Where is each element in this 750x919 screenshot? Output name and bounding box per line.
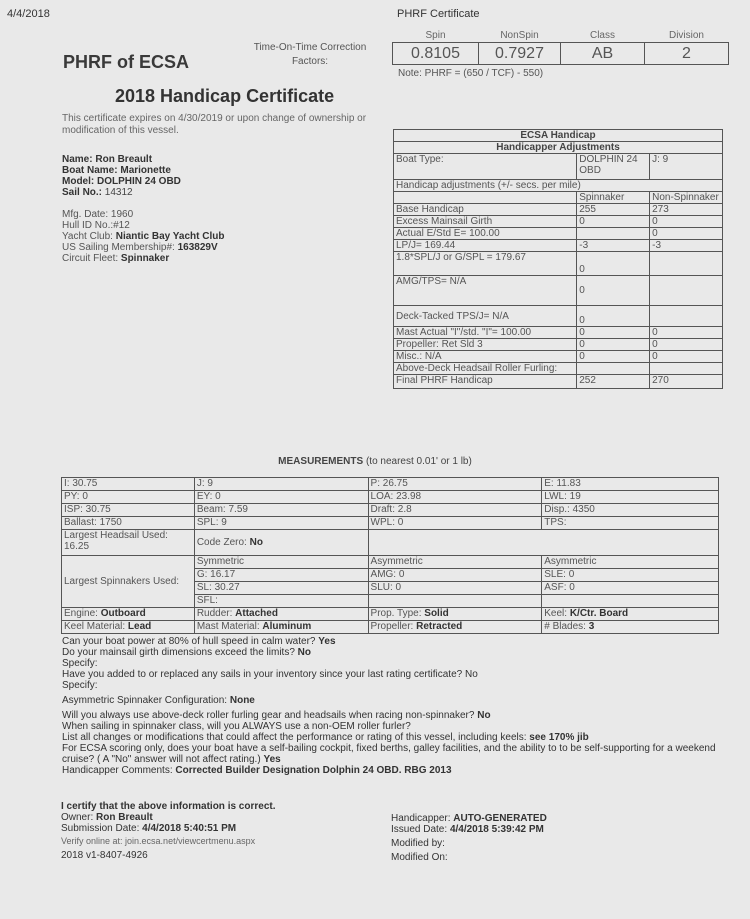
rating-header-spin: Spin [425,30,446,41]
measurements-title: MEASUREMENTS (to nearest 0.01' or 1 lb) [278,456,472,467]
boat-type-value: DOLPHIN 24 OBD [577,154,650,180]
print-date: 4/4/2018 [7,8,50,20]
table-row: Keel Material: Lead Mast Material: Aluminum Propeller: Retracted # Blades: 3 [62,621,719,634]
table-row: Propeller: Ret Sld 3 0 0 [394,339,723,351]
table-row: Ballast: 1750 SPL: 9 WPL: 0 TPS: [62,517,719,530]
boat-type-j: J: 9 [650,154,723,180]
vessel-details: Mfg. Date: 1960 Hull ID No.:#12 Yacht Club: Niantic Bay Yacht Club US Sailing Membership#: 163829V Circuit Fleet: Spinnaker [62,209,225,264]
table-row: Largest Headsail Used: 16.25 Code Zero: No [62,530,719,556]
table-row: Deck-Tacked TPS/J= N/A 0 [394,306,723,327]
adjustments-label: Handicap adjustments (+/- secs. per mile) [394,180,723,192]
table-row: Final PHRF Handicap 252 270 [394,375,723,389]
rating-note: Note: PHRF = (650 / TCF) - 550) [398,68,544,79]
table-row: LP/J= 169.44 -3 -3 [394,240,723,252]
col-spinnaker: Spinnaker [577,192,650,204]
table-row: 1.8*SPL/J or G/SPL = 179.67 0 [394,252,723,276]
rating-header-division: Division [668,30,704,41]
col-non-spinnaker: Non-Spinnaker [650,192,723,204]
organization-name: PHRF of ECSA [63,52,189,72]
rating-spin: 0.8105 [393,43,479,65]
rating-division: 2 [645,43,729,65]
boat-type-label: Boat Type: [394,154,577,180]
table-row: Excess Mainsail Girth 0 0 [394,216,723,228]
certificate-title: 2018 Handicap Certificate [115,86,335,106]
table-row: Mast Actual "I"/std. "I"= 100.00 0 0 [394,327,723,339]
boat-info: Name: Ron Breault Boat Name: Marionette Model: DOLPHIN 24 OBD Sail No.: 14312 [62,154,181,198]
table-row: Actual E/Std E= 100.00 0 [394,228,723,240]
table-row: Engine: Outboard Rudder: Attached Prop. Type: Solid Keel: K/Ctr. Board [62,608,719,621]
table-row: AMG/TPS= N/A 0 [394,276,723,306]
table-row: SL: 30.27 SLU: 0 ASF: 0 [62,582,719,595]
rating-header-nonspin: NonSpin [500,30,539,41]
measurements-table [61,477,719,634]
handicapper-block: Handicapper: AUTO-GENERATED Issued Date: 4/4/2018 5:39:42 PM Modified by: Modified On: [391,813,547,863]
table-row: Above-Deck Headsail Roller Furling: [394,363,723,375]
handicap-table [393,129,723,389]
table-row: Base Handicap 255 273 [394,204,723,216]
table-row: SFL: [62,595,719,608]
table-row: Largest Spinnakers Used: Symmetric Asymmetric Asymmetric [62,556,719,569]
expiry-note: This certificate expires on 4/30/2019 or upon change of ownership or modification of this vessel. [62,113,367,136]
rating-class: AB [561,43,645,65]
questionnaire: Can your boat power at 80% of hull speed in calm water? Yes Do your mainsail girth dimensions exceed the limits? No Specify: Have you added to or replaced any sails in your inventory since your last rating certificate? No Specify: Asymmetric Spinnaker Configuration: None Will you always use above-deck roller furling gear and headsails when racing non-spinnaker? No When sailing in spinnaker class, will you ALWAYS use a non-OEM roller furler? List all changes or modifications that could affect the performance or rating of this vessel, including keels: see 170% jib For ECSA scoring only, does your boat have a self-bailing cockpit, fixed berths, galley facilities, and the ability to to be self-supporting for a weekend cruise? ( A "No" answer will not affect rating.) Yes Handicapper Comments: Corrected Builder Designation Dolphin 24 OBD. RBG 2013 [62,636,716,776]
handicap-title: ECSA Handicap [394,130,723,142]
rating-header-class: Class [589,30,615,41]
table-row: ISP: 30.75 Beam: 7.59 Draft: 2.8 Disp.: 4350 [62,504,719,517]
table-row: G: 16.17 AMG: 0 SLE: 0 [62,569,719,582]
verify-link[interactable]: Verify online at: join.ecsa.net/viewcertmenu.aspx [61,836,256,846]
certification-block: I certify that the above information is correct. Owner: Ron Breault Submission Date: 4/4/2018 5:40:51 PM Verify online at: join.ecsa.net/viewcertmenu.aspx 2018 v1-8407-4926 [61,801,276,861]
table-row: I: 30.75 J: 9 P: 26.75 E: 11.83 [62,478,719,491]
handicap-subtitle: Handicapper Adjustments [394,142,723,154]
rating-nonspin: 0.7927 [479,43,561,65]
toc-label: Time-On-Time Correction Factors: [253,42,367,67]
table-row: PY: 0 EY: 0 LOA: 23.98 LWL: 19 [62,491,719,504]
document-title: PHRF Certificate [397,8,480,20]
table-row: Misc.: N/A 0 0 [394,351,723,363]
rating-table [392,30,729,65]
